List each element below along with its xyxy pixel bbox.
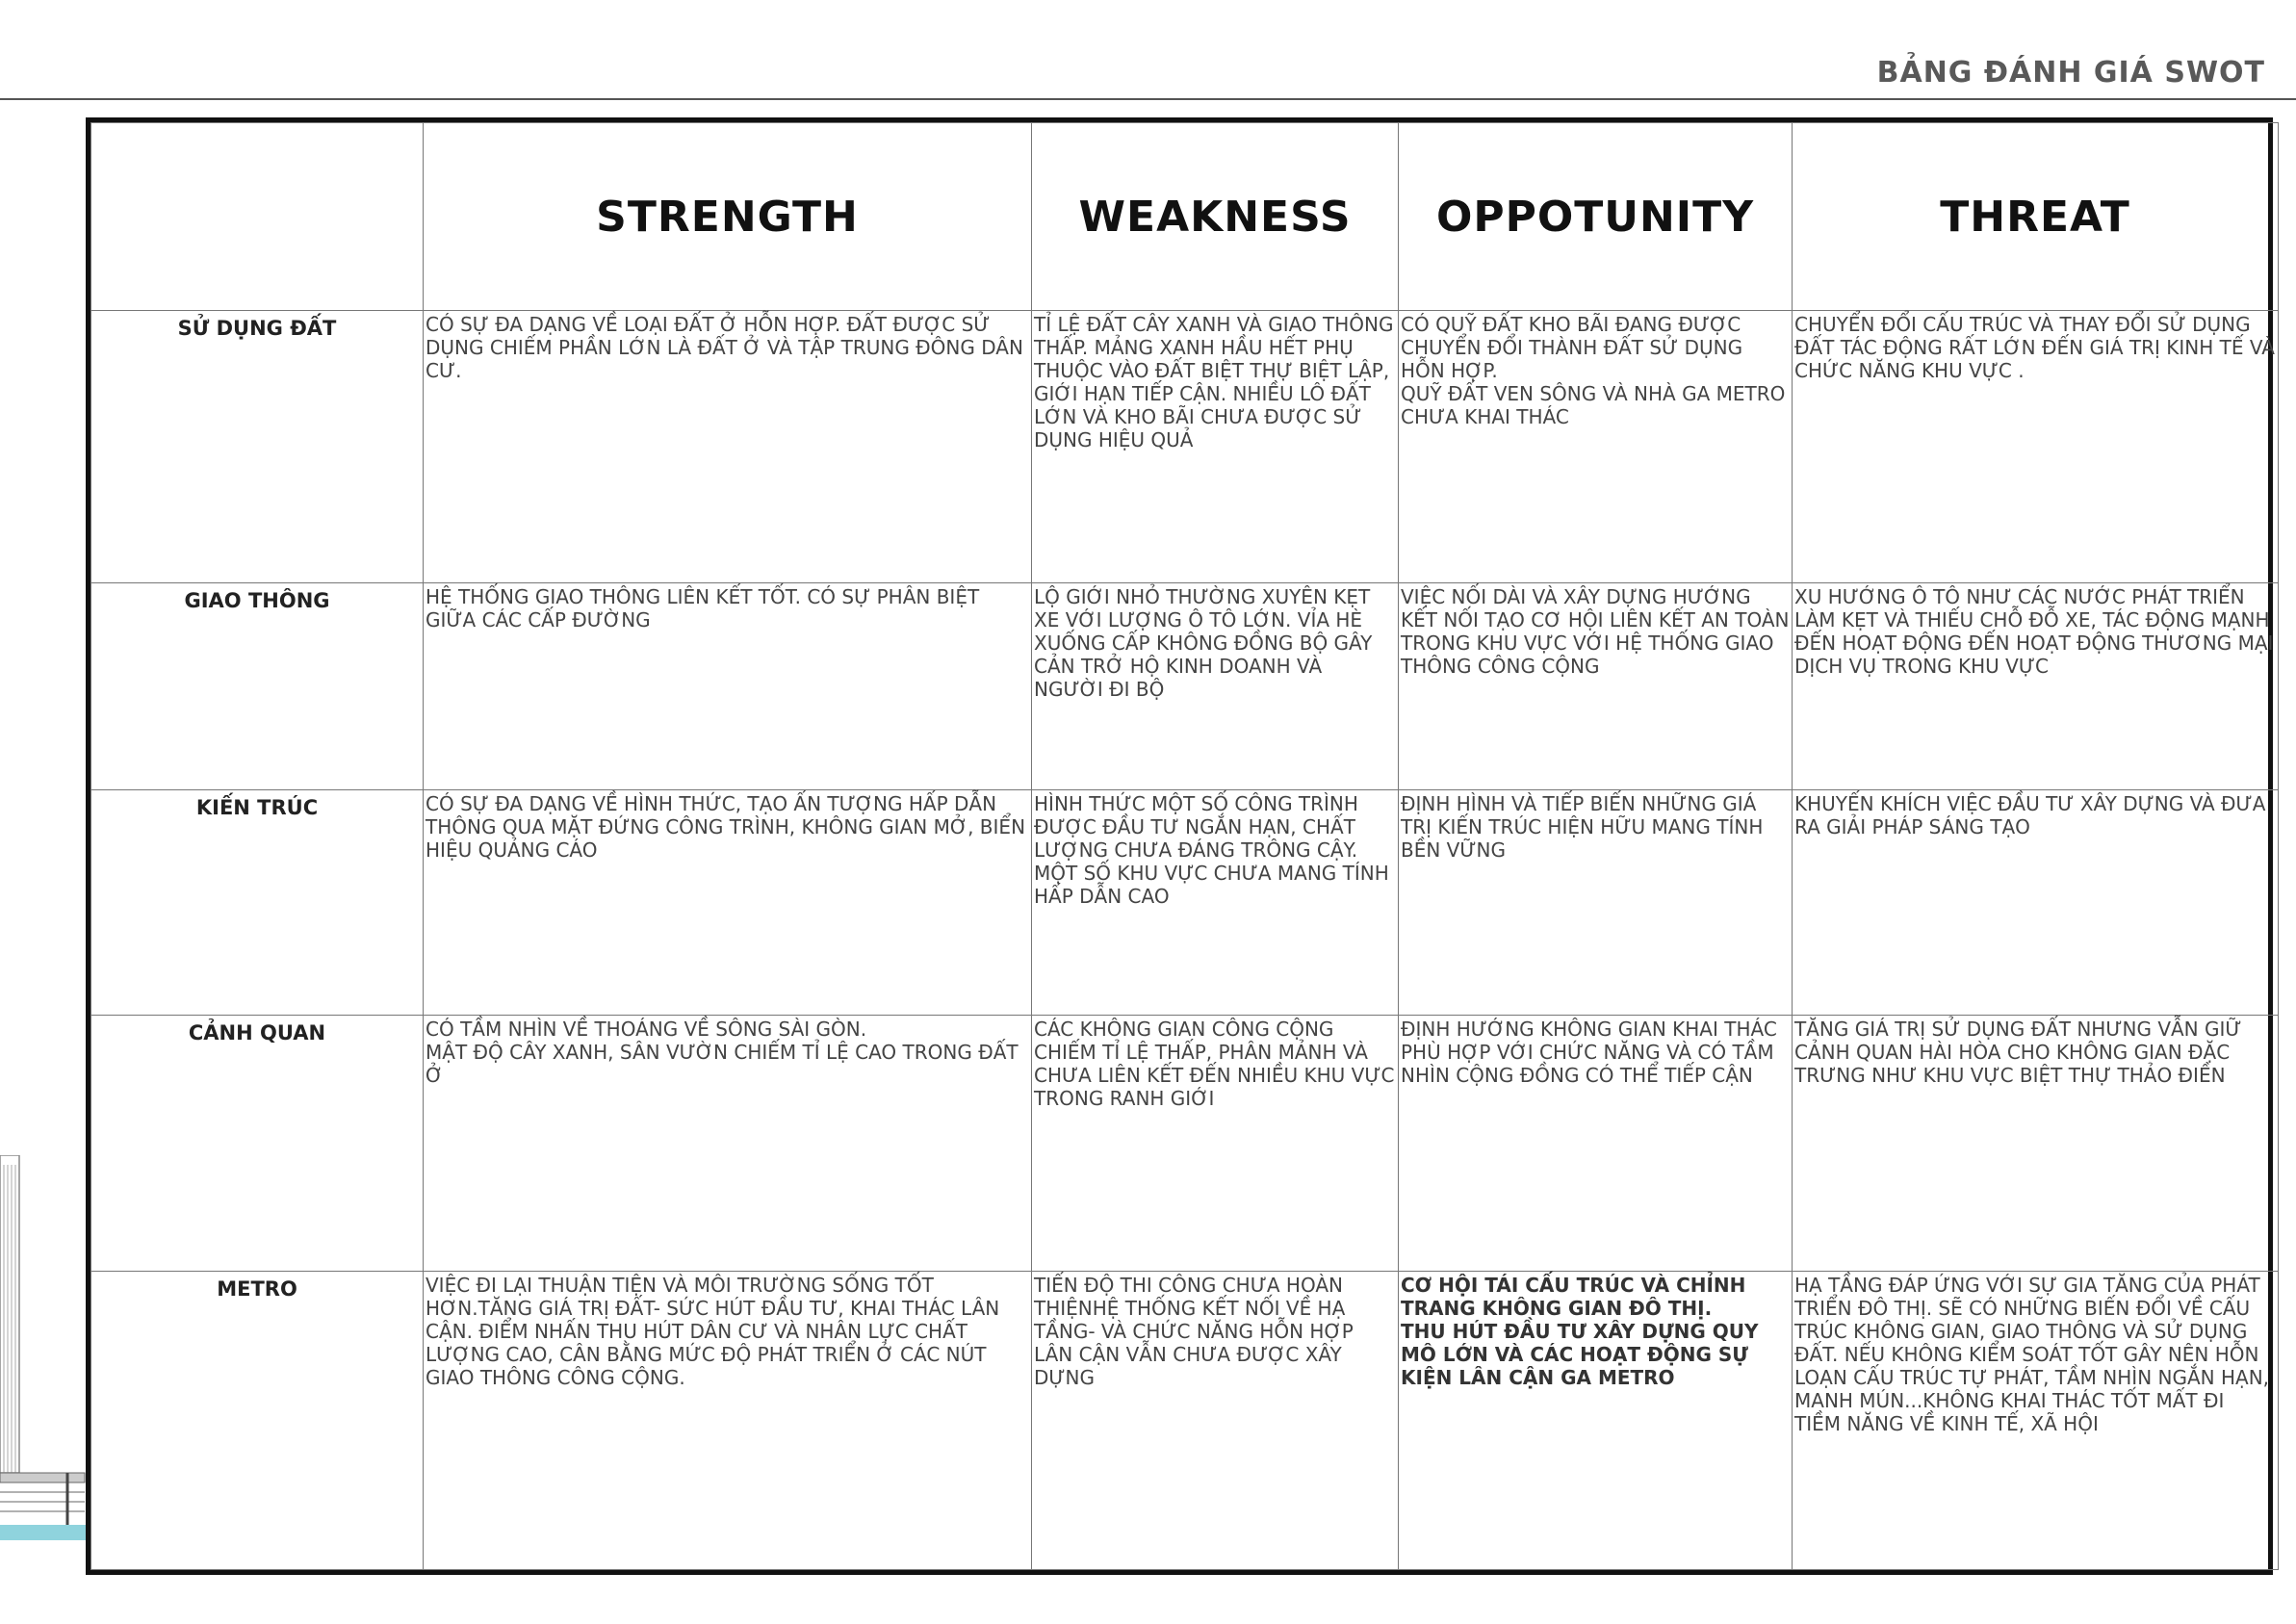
column-header-threat: THREAT: [1793, 123, 2279, 311]
threat-cell: TĂNG GIÁ TRỊ SỬ DỤNG ĐẤT NHƯNG VẪN GIỮ CẢNH QUAN HÀI HÒA CHO KHÔNG GIAN ĐẶC TRƯNG NHƯ KHU VỰC BIỆT THỰ THẢO ĐIỀN: [1793, 1016, 2279, 1272]
strength-cell: CÓ SỰ ĐA DẠNG VỀ HÌNH THỨC, TẠO ẤN TƯỢNG HẤP DẪN THÔNG QUA MẶT ĐỨNG CÔNG TRÌNH, KHÔNG GIAN MỞ, BIỂN HIỆU QUẢNG CÁO: [424, 790, 1032, 1016]
row-header: SỬ DỤNG ĐẤT: [91, 311, 424, 583]
opportunity-cell: VIỆC NỐI DÀI VÀ XÂY DỰNG HƯỚNG KẾT NỐI TẠO CƠ HỘI LIÊN KẾT AN TOÀN TRONG KHU VỰC VỚI HỆ THỐNG GIAO THÔNG CÔNG CỘNG: [1399, 583, 1793, 790]
weakness-cell: CÁC KHÔNG GIAN CÔNG CỘNG CHIẾM TỈ LỆ THẤP, PHÂN MẢNH VÀ CHƯA LIÊN KẾT ĐẾN NHIỀU KHU VỰC TRONG RANH GIỚI: [1032, 1016, 1399, 1272]
opportunity-cell: CÓ QUỸ ĐẤT KHO BÃI ĐANG ĐƯỢC CHUYỂN ĐỔI THÀNH ĐẤT SỬ DỤNG HỖN HỢP. QUỸ ĐẤT VEN SÔNG VÀ NHÀ GA METRO CHƯA KHAI THÁC: [1399, 311, 1793, 583]
strength-cell: VIỆC ĐI LẠI THUẬN TIỆN VÀ MÔI TRƯỜNG SỐNG TỐT HƠN.TĂNG GIÁ TRỊ ĐẤT- SỨC HÚT ĐẦU TƯ, KHAI THÁC LÂN CẬN. ĐIỂM NHẤN THU HÚT DÂN CƯ VÀ NHÂN LỰC CHẤT LƯỢNG CAO, CÂN BẰNG MỨC ĐỘ PHÁT TRIỂN Ở CÁC NÚT GIAO THÔNG CÔNG CỘNG.: [424, 1272, 1032, 1570]
opportunity-cell: ĐỊNH HÌNH VÀ TIẾP BIẾN NHỮNG GIÁ TRỊ KIẾN TRÚC HIỆN HỮU MANG TÍNH BỀN VỮNG: [1399, 790, 1793, 1016]
row-header: CẢNH QUAN: [91, 1016, 424, 1272]
table-row-transport: [91, 583, 2279, 790]
opportunity-cell: ĐỊNH HƯỚNG KHÔNG GIAN KHAI THÁC PHÙ HỢP VỚI CHỨC NĂNG VÀ CÓ TẦM NHÌN CỘNG ĐỒNG CÓ THỂ TIẾP CẬN: [1399, 1016, 1793, 1272]
threat-cell: KHUYẾN KHÍCH VIỆC ĐẦU TƯ XÂY DỰNG VÀ ĐƯA RA GIẢI PHÁP SÁNG TẠO: [1793, 790, 2279, 1016]
row-header: METRO: [91, 1272, 424, 1570]
weakness-cell: TỈ LỆ ĐẤT CÂY XANH VÀ GIAO THÔNG THẤP. MẢNG XANH HẦU HẾT PHỤ THUỘC VÀO ĐẤT BIỆT THỰ BIỆT LẬP, GIỚI HẠN TIẾP CẬN. NHIỀU LÔ ĐẤT LỚN VÀ KHO BÃI CHƯA ĐƯỢC SỬ DỤNG HIỆU QUẢ: [1032, 311, 1399, 583]
column-header-row: [91, 123, 2279, 311]
table-row-land-use: [91, 311, 2279, 583]
column-header-strength: STRENGTH: [424, 123, 1032, 311]
strength-cell: CÓ SỰ ĐA DẠNG VỀ LOẠI ĐẤT Ở HỖN HỢP. ĐẤT ĐƯỢC SỬ DỤNG CHIẾM PHẦN LỚN LÀ ĐẤT Ở VÀ TẬP TRUNG ĐÔNG DÂN CƯ.: [424, 311, 1032, 583]
page-title: BẢNG ĐÁNH GIÁ SWOT: [1876, 56, 2265, 90]
table-row-landscape: [91, 1016, 2279, 1272]
corner-cell: [91, 123, 424, 311]
threat-cell: HẠ TẦNG ĐÁP ỨNG VỚI SỰ GIA TĂNG CỦA PHÁT TRIỂN ĐÔ THỊ. SẼ CÓ NHỮNG BIẾN ĐỔI VỀ CẤU TRÚC KHÔNG GIAN, GIAO THÔNG VÀ SỬ DỤNG ĐẤT. NẾU KHÔNG KIỂM SOÁT TỐT GÂY NÊN HỖN LOẠN CẤU TRÚC TỰ PHÁT, TẦM NHÌN NGẮN HẠN, MANH MÚN...KHÔNG KHAI THÁC TỐT MẤT ĐI TIỀM NĂNG VỀ KINH TẾ, XÃ HỘI: [1793, 1272, 2279, 1570]
column-header-opportunity: OPPOTUNITY: [1399, 123, 1793, 311]
strength-cell: HỆ THỐNG GIAO THÔNG LIÊN KẾT TỐT. CÓ SỰ PHÂN BIỆT GIỮA CÁC CẤP ĐƯỜNG: [424, 583, 1032, 790]
threat-cell: CHUYỂN ĐỔI CẤU TRÚC VÀ THAY ĐỔI SỬ DỤNG ĐẤT TÁC ĐỘNG RẤT LỚN ĐẾN GIÁ TRỊ KINH TẾ VÀ CHỨC NĂNG KHU VỰC .: [1793, 311, 2279, 583]
table-row-architecture: [91, 790, 2279, 1016]
opportunity-cell: CƠ HỘI TÁI CẤU TRÚC VÀ CHỈNH TRANG KHÔNG GIAN ĐÔ THỊ. THU HÚT ĐẦU TƯ XÂY DỰNG QUY MÔ LỚN VÀ CÁC HOẠT ĐỘNG SỰ KIỆN LÂN CẬN GA METRO: [1399, 1272, 1793, 1570]
row-header: GIAO THÔNG: [91, 583, 424, 790]
table-row-metro: [91, 1272, 2279, 1570]
threat-cell: XU HƯỚNG Ô TÔ NHƯ CÁC NƯỚC PHÁT TRIỂN LÀM KẸT VÀ THIẾU CHỖ ĐỖ XE, TÁC ĐỘNG MẠNH ĐẾN HOẠT ĐỘNG ĐẾN HOẠT ĐỘNG THƯƠNG MẠI DỊCH VỤ TRONG KHU VỰC: [1793, 583, 2279, 790]
weakness-cell: HÌNH THỨC MỘT SỐ CÔNG TRÌNH ĐƯỢC ĐẦU TƯ NGẮN HẠN, CHẤT LƯỢNG CHƯA ĐÁNG TRÔNG CẬY. MỘT SỐ KHU VỰC CHƯA MANG TÍNH HẤP DẪN CAO: [1032, 790, 1399, 1016]
building-sketch-decoration: [0, 1155, 87, 1540]
weakness-cell: LỘ GIỚI NHỎ THƯỜNG XUYÊN KẸT XE VỚI LƯỢNG Ô TÔ LỚN. VỈA HÈ XUỐNG CẤP KHÔNG ĐỒNG BỘ GÂY CẢN TRỞ HỘ KINH DOANH VÀ NGƯỜI ĐI BỘ: [1032, 583, 1399, 790]
swot-table: [86, 117, 2273, 1575]
weakness-cell: TIẾN ĐỘ THI CÔNG CHƯA HOÀN THIỆNHỆ THỐNG KẾT NỐI VỀ HẠ TẦNG- VÀ CHỨC NĂNG HỖN HỢP LÂN CẬN VẪN CHƯA ĐƯỢC XÂY DỰNG: [1032, 1272, 1399, 1570]
swot-grid: [90, 122, 2279, 1570]
header-divider: [0, 98, 2296, 100]
column-header-weakness: WEAKNESS: [1032, 123, 1399, 311]
row-header: KIẾN TRÚC: [91, 790, 424, 1016]
strength-cell: CÓ TẦM NHÌN VỀ THOÁNG VỀ SÔNG SÀI GÒN. MẬT ĐỘ CÂY XANH, SÂN VƯỜN CHIẾM TỈ LỆ CAO TRONG ĐẤT Ở: [424, 1016, 1032, 1272]
